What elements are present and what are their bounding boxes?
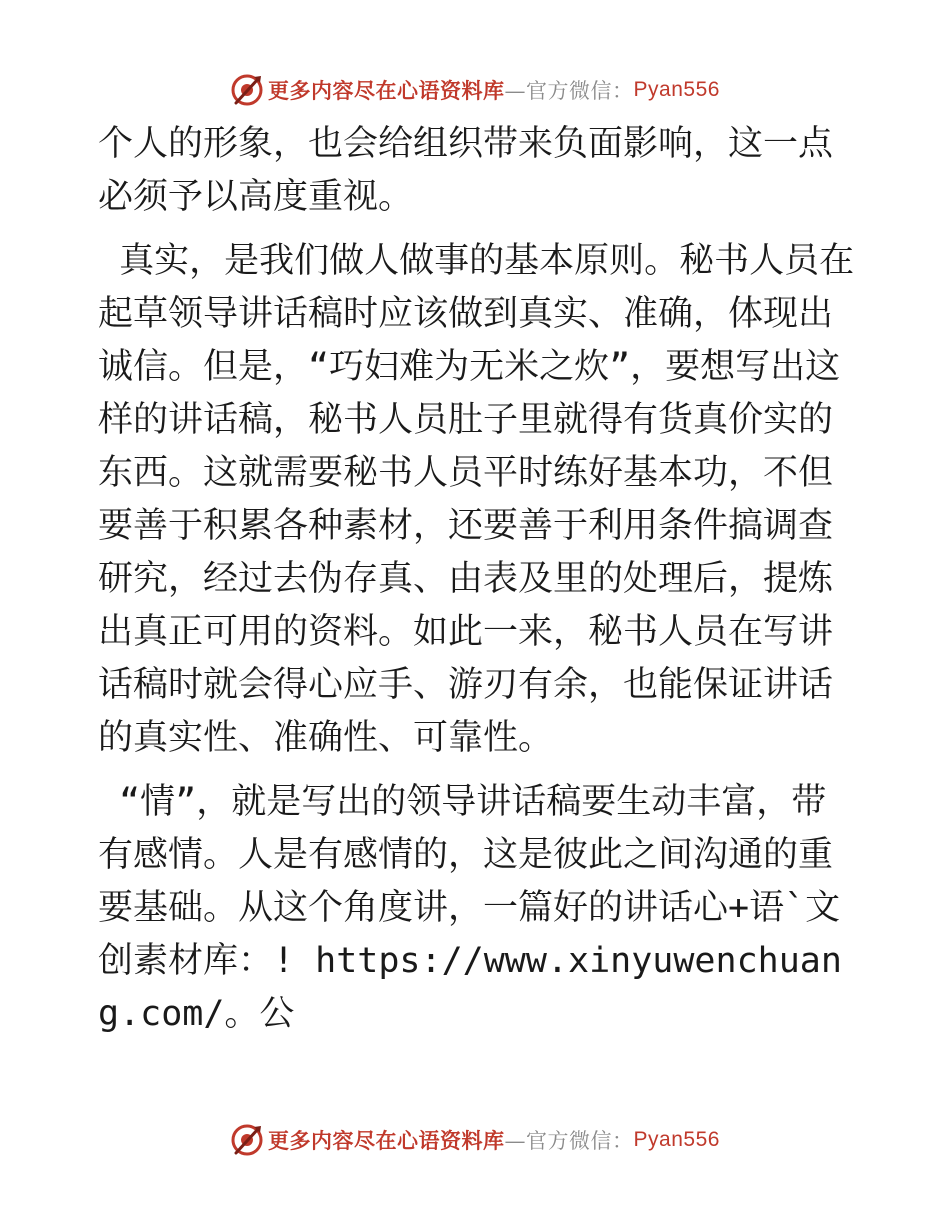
- document-body: [98, 118, 858, 1041]
- header-wechat-account: Pyan556: [633, 78, 720, 101]
- header-text: 更多内容尽在心语资料库: [268, 78, 505, 103]
- footer-text: 更多内容尽在心语资料库: [268, 1128, 505, 1153]
- footer-banner: [0, 1120, 950, 1160]
- paragraph: 个人的形象，也会给组织带来负面影响，这一点必须予以高度重视。: [98, 124, 834, 217]
- footer-separator: —官方微信：: [504, 1129, 634, 1153]
- header-separator: —官方微信：: [504, 79, 634, 103]
- header-banner: [0, 70, 950, 110]
- paragraph: 真实，是我们做人做事的基本原则。秘书人员在起草领导讲话稿时应该做到真实、准确，体现出诚信。但是，“巧妇难为无米之炊”，要想写出这样的讲话稿，秘书人员肚子里就得有货真价实的东西。这就需要秘书人员平时练好基本功，不但要善于积累各种素材，还要善于利用条件搞调查研究，经过去伪存真、由表及里的处理后，提炼出真正可用的资料。如此一来，秘书人员在写讲话稿时就会得心应手、游刃有余，也能保证讲话的真实性、准确性、可靠性。: [98, 241, 855, 758]
- footer-wechat-account: Pyan556: [633, 1128, 720, 1151]
- paragraph: “情”，就是写出的领导讲话稿要生动丰富，带有感情。人是有感情的，这是彼此之间沟通的重要基础。从这个角度讲，一篇好的讲话心+语`文创素材库：! https://www.xinyuwenchuang.com/。公: [98, 782, 842, 1034]
- quill-logo-icon: [230, 73, 264, 107]
- quill-logo-icon: [230, 1123, 264, 1157]
